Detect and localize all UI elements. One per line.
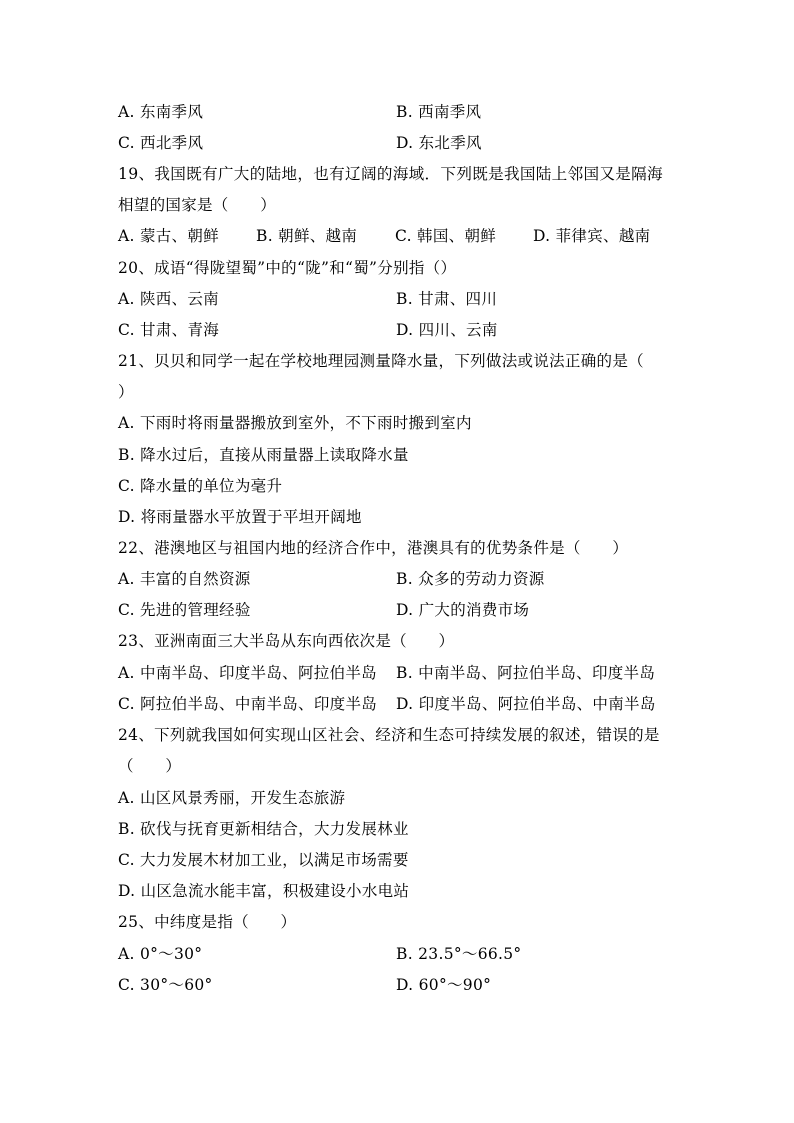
q25-row-cd (118, 975, 492, 995)
q25-option-a: A. 0°～30° (118, 945, 203, 963)
q25-row-ab (118, 944, 522, 964)
q23-option-b: B. 中南半岛、阿拉伯半岛、印度半岛 (396, 664, 656, 682)
q24-option-d: D. 山区急流水能丰富，积极建设小水电站 (118, 882, 410, 900)
q25-stem: 25、中纬度是指（ ） (118, 913, 297, 931)
q24-option-a: A. 山区风景秀丽，开发生态旅游 (118, 789, 346, 807)
q20-option-d: D. 四川、云南 (396, 321, 498, 339)
q22-option-d: D. 广大的消费市场 (396, 601, 530, 619)
q23-row-cd (118, 694, 656, 714)
q20-row-cd (118, 320, 498, 340)
q24-stem-line1: 24、下列就我国如何实现山区社会、经济和生态可持续发展的叙述，错误的是 (118, 726, 660, 744)
q19-stem-line2: 相望的国家是（ ） (118, 196, 277, 214)
q25-option-c: C. 30°～60° (118, 976, 213, 994)
q21-option-a: A. 下雨时将雨量器搬放到室外，不下雨时搬到室内 (118, 414, 472, 432)
q22-row-cd (118, 600, 530, 620)
q23-stem: 23、亚洲南面三大半岛从东向西依次是（ ） (118, 632, 455, 650)
q23-row-ab (118, 663, 656, 683)
q18-option-b: B. 西南季风 (396, 103, 482, 121)
q24-option-c: C. 大力发展木材加工业，以满足市场需要 (118, 851, 409, 869)
q18-row-cd (118, 133, 482, 153)
q19-option-b: B. 朝鲜、越南 (256, 227, 358, 245)
q18-option-d: D. 东北季风 (396, 134, 482, 152)
q24-stem-line2: （ ） (118, 757, 182, 775)
q20-stem: 20、成语“得陇望蜀”中的“陇”和“蜀”分别指（） (118, 259, 457, 277)
q20-row-ab (118, 289, 498, 309)
q18-option-c: C. 西北季风 (118, 134, 204, 152)
q18-option-a: A. 东南季风 (118, 103, 204, 121)
q22-stem: 22、港澳地区与祖国内地的经济合作中，港澳具有的优势条件是（ ） (118, 539, 629, 557)
q19-stem-line1: 19、我国既有广大的陆地，也有辽阔的海域．下列既是我国陆上邻国又是隔海 (118, 165, 663, 183)
q25-option-b: B. 23.5°～66.5° (396, 945, 522, 963)
q23-option-a: A. 中南半岛、印度半岛、阿拉伯半岛 (118, 664, 377, 682)
q22-option-c: C. 先进的管理经验 (118, 601, 251, 619)
q25-option-d: D. 60°～90° (396, 976, 492, 994)
q20-option-c: C. 甘肃、青海 (118, 321, 220, 339)
q21-option-b: B. 降水过后，直接从雨量器上读取降水量 (118, 446, 409, 464)
q21-stem-line2: ） (118, 383, 134, 401)
q22-option-a: A. 丰富的自然资源 (118, 570, 251, 588)
q23-option-d: D. 印度半岛、阿拉伯半岛、中南半岛 (396, 695, 656, 713)
q19-option-c: C. 韩国、朝鲜 (395, 227, 497, 245)
q22-option-b: B. 众多的劳动力资源 (396, 570, 545, 588)
q19-option-d: D. 菲律宾、越南 (533, 227, 651, 245)
q21-stem-line1: 21、贝贝和同学一起在学校地理园测量降水量，下列做法或说法正确的是（ (118, 352, 644, 370)
q22-row-ab (118, 569, 545, 589)
q21-option-c: C. 降水量的单位为毫升 (118, 477, 283, 495)
q20-option-b: B. 甘肃、四川 (396, 290, 498, 308)
q21-option-d: D. 将雨量器水平放置于平坦开阔地 (118, 508, 362, 526)
q19-option-a: A. 蒙古、朝鲜 (118, 227, 219, 245)
q23-option-c: C. 阿拉伯半岛、中南半岛、印度半岛 (118, 695, 378, 713)
q20-option-a: A. 陕西、云南 (118, 290, 219, 308)
q24-option-b: B. 砍伐与抚育更新相结合，大力发展林业 (118, 820, 409, 838)
q18-row-ab (118, 102, 482, 122)
